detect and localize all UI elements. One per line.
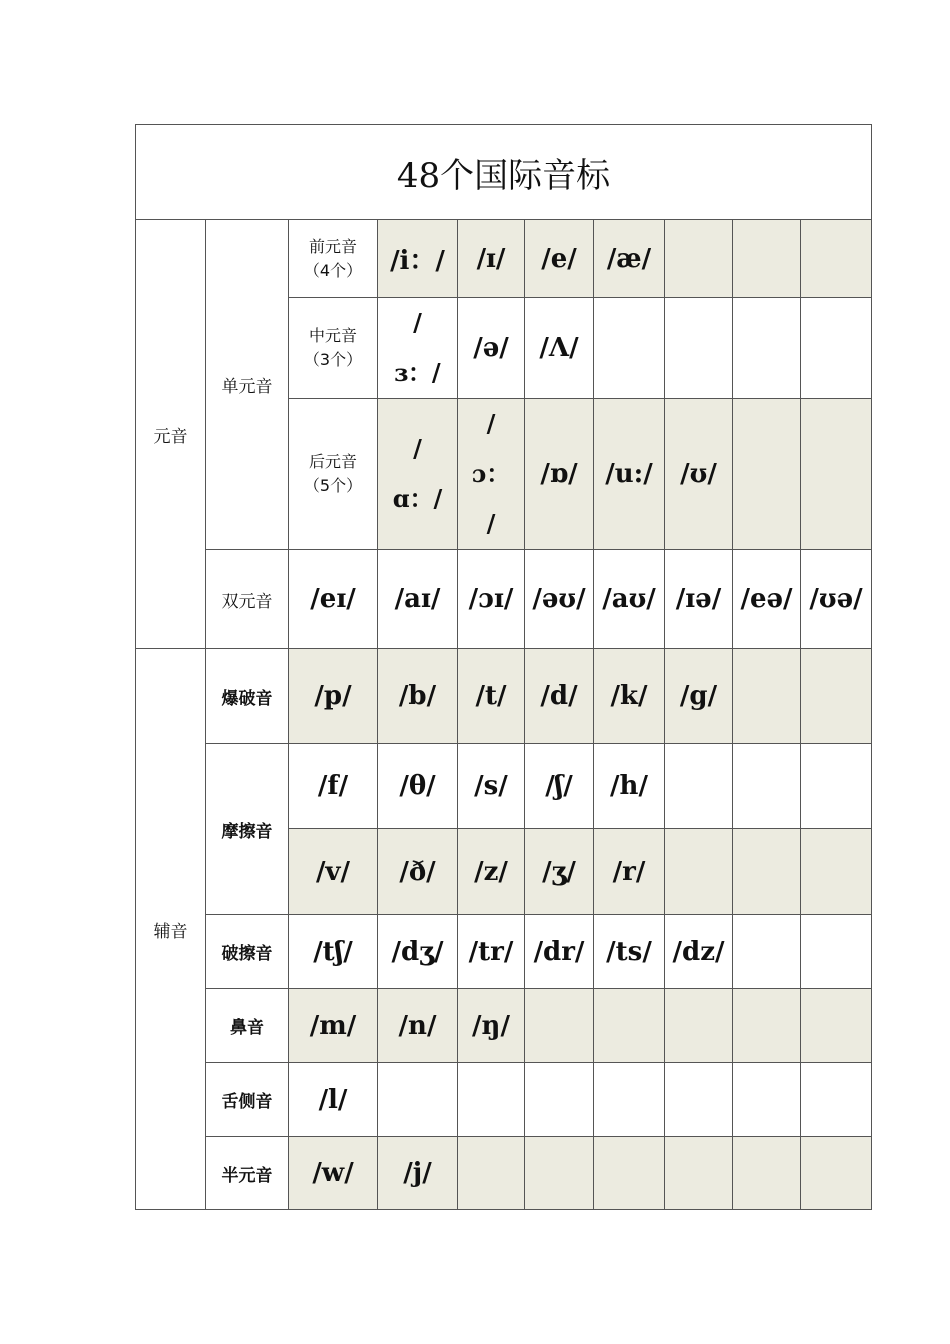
symbol-cell: /aɪ/ (378, 550, 458, 649)
empty-cell (733, 744, 801, 829)
table-row (136, 1063, 872, 1137)
symbol-cell: /tr/ (458, 915, 525, 989)
empty-cell (801, 915, 872, 989)
symbol-cell: /r/ (594, 829, 665, 915)
chart-title: 48个国际音标 (136, 125, 872, 220)
empty-cell (733, 1063, 801, 1137)
symbol-line: / (486, 509, 496, 538)
empty-cell (665, 744, 733, 829)
empty-cell (665, 989, 733, 1063)
symbol-cell: /i：/ (378, 220, 458, 298)
empty-cell (665, 298, 733, 399)
central-vowel-label (289, 298, 378, 399)
symbol-line: / (413, 308, 422, 337)
symbol-cell: /g/ (665, 649, 733, 744)
symbol-cell: /dr/ (525, 915, 594, 989)
symbol-cell: /m/ (289, 989, 378, 1063)
empty-cell (458, 1137, 525, 1210)
symbol-cell: /eə/ (733, 550, 801, 649)
symbol-cell: /b/ (378, 649, 458, 744)
empty-cell (801, 1137, 872, 1210)
symbol-line: ɑ：/ (392, 484, 443, 513)
empty-cell (801, 298, 872, 399)
empty-cell (733, 915, 801, 989)
empty-cell (665, 829, 733, 915)
empty-cell (665, 220, 733, 298)
symbol-cell: /dʒ/ (378, 915, 458, 989)
symbol-cell: /d/ (525, 649, 594, 744)
symbol-cell: /tʃ/ (289, 915, 378, 989)
symbol-cell: /ʃ/ (525, 744, 594, 829)
empty-cell (733, 989, 801, 1063)
affricate-category: 破擦音 (206, 915, 289, 989)
symbol-cell: /əʊ/ (525, 550, 594, 649)
empty-cell (594, 1137, 665, 1210)
symbol-cell: /ə/ (458, 298, 525, 399)
empty-cell (801, 399, 872, 550)
empty-cell (594, 298, 665, 399)
symbol-cell: /θ/ (378, 744, 458, 829)
front-vowel-label (289, 220, 378, 298)
central-vowel-count: （3个） (303, 350, 363, 369)
empty-cell (801, 649, 872, 744)
symbol-cell: /w/ (289, 1137, 378, 1210)
symbol-cell: /e/ (525, 220, 594, 298)
symbol-cell: /j/ (378, 1137, 458, 1210)
table-row (136, 220, 872, 298)
empty-cell (525, 1137, 594, 1210)
empty-cell (733, 220, 801, 298)
empty-cell (665, 1063, 733, 1137)
symbol-cell: /t/ (458, 649, 525, 744)
symbol-cell: /h/ (594, 744, 665, 829)
empty-cell (525, 1063, 594, 1137)
symbol-cell: /ŋ/ (458, 989, 525, 1063)
ipa-chart-table (135, 124, 872, 1210)
lateral-category: 舌侧音 (206, 1063, 289, 1137)
symbol-cell: /ʒ/ (525, 829, 594, 915)
front-vowel-count: （4个） (303, 260, 363, 280)
symbol-cell: /ɪ/ (458, 220, 525, 298)
empty-cell (801, 829, 872, 915)
empty-cell (665, 1137, 733, 1210)
empty-cell (801, 744, 872, 829)
symbol-cell: /z/ (458, 829, 525, 915)
symbol-cell: /ð/ (378, 829, 458, 915)
symbol-cell: /p/ (289, 649, 378, 744)
empty-cell (733, 298, 801, 399)
symbol-line: / (413, 434, 422, 463)
symbol-cell: /f/ (289, 744, 378, 829)
front-vowel-name: 前元音 (308, 236, 357, 256)
symbol-cell: /n/ (378, 989, 458, 1063)
symbol-cell: /ʊə/ (801, 550, 872, 649)
empty-cell (458, 1063, 525, 1137)
symbol-cell: /ɒ/ (525, 399, 594, 550)
symbol-cell: /ts/ (594, 915, 665, 989)
semivowel-category: 半元音 (206, 1137, 289, 1210)
empty-cell (801, 220, 872, 298)
back-vowel-label (289, 399, 378, 550)
empty-cell (594, 1063, 665, 1137)
symbol-line: ɔ： (471, 459, 511, 488)
empty-cell (733, 1137, 801, 1210)
symbol-cell: /ɪə/ (665, 550, 733, 649)
table-row (136, 989, 872, 1063)
symbol-cell: /Λ/ (525, 298, 594, 399)
symbol-cell: /l/ (289, 1063, 378, 1137)
empty-cell (378, 1063, 458, 1137)
symbol-cell: /dz/ (665, 915, 733, 989)
symbol-cell: /eɪ/ (289, 550, 378, 649)
symbol-cell: /v/ (289, 829, 378, 915)
table-row (136, 649, 872, 744)
monophthong-category: 单元音 (206, 220, 289, 550)
symbol-line: ɜ：/ (394, 358, 441, 387)
empty-cell (594, 989, 665, 1063)
diphthong-category: 双元音 (206, 550, 289, 649)
symbol-cell: /æ/ (594, 220, 665, 298)
nasal-category: 鼻音 (206, 989, 289, 1063)
plosive-category: 爆破音 (206, 649, 289, 744)
empty-cell (733, 399, 801, 550)
symbol-cell: /ɔɪ/ (458, 550, 525, 649)
symbol-cell (378, 298, 458, 399)
central-vowel-name: 中元音 (308, 326, 357, 345)
table-row (136, 744, 872, 829)
symbol-cell (378, 399, 458, 550)
empty-cell (801, 989, 872, 1063)
symbol-cell: /ʊ/ (665, 399, 733, 550)
table-row (136, 550, 872, 649)
empty-cell (733, 829, 801, 915)
fricative-category: 摩擦音 (206, 744, 289, 915)
symbol-line: / (486, 409, 496, 438)
table-row (136, 1137, 872, 1210)
symbol-cell: /aʊ/ (594, 550, 665, 649)
back-vowel-name: 后元音 (308, 452, 357, 471)
vowel-category: 元音 (136, 220, 206, 649)
empty-cell (801, 1063, 872, 1137)
symbol-cell: /s/ (458, 744, 525, 829)
back-vowel-count: （5个） (303, 476, 363, 495)
symbol-cell: /u:/ (594, 399, 665, 550)
empty-cell (525, 989, 594, 1063)
symbol-cell (458, 399, 525, 550)
symbol-cell: /k/ (594, 649, 665, 744)
consonant-category: 辅音 (136, 649, 206, 1210)
empty-cell (733, 649, 801, 744)
table-row (136, 915, 872, 989)
